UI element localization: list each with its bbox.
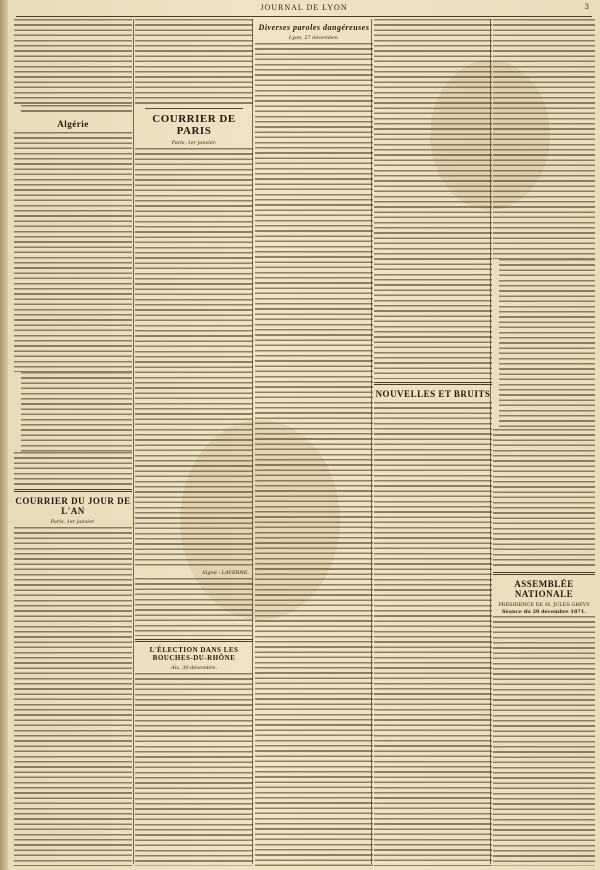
section-separator [135,639,253,642]
byline: Signé : LAVERNE. [202,570,249,576]
section-separator [145,108,243,109]
dateline: Paris, 1er janvier. [50,519,96,525]
article-text [374,19,492,379]
article-text [14,19,132,105]
article-text [14,132,132,372]
column-rule [133,19,134,864]
section-title-jour-de-lan: COURRIER DU JOUR DE L'AN [15,496,131,516]
section-separator [493,572,595,575]
dateline: Aix, 30 décembre. [171,665,217,671]
column-4 [374,19,492,866]
presidency-line: PRÉSIDENCE DE M. JULES GRÉVY [498,602,590,608]
section-title-election: L'ÉLECTION DANS LES BOUCHES-DU-RHÔNE [149,646,239,662]
column-1 [14,19,132,866]
article-text [374,402,492,866]
section-title-algerie: Algérie [57,119,89,129]
section-title-diverses: Diverses paroles dangéreuses [258,23,370,32]
column-3 [255,19,373,866]
article-text [14,452,132,486]
article-text [14,527,132,866]
running-title: JOURNAL DE LYON [260,3,348,12]
section-separator [374,382,492,385]
section-separator [14,489,132,492]
article-text [135,578,253,636]
page-number: 3 [584,3,590,11]
article-text [21,105,132,115]
section-title-nouvelles: NOUVELLES ET BRUITS [375,389,491,399]
article-text [135,19,253,105]
session-date: Séance du 29 décembre 1871. [501,609,587,615]
article-text [255,43,373,866]
article-text [493,616,595,866]
section-title-assemblee: ASSEMBLÉE NATIONALE [514,579,574,599]
header-rule [16,16,592,17]
article-text [135,148,253,568]
section-title-courrier-de-paris: COURRIER DE PARIS [152,113,236,137]
column-2 [135,19,253,866]
article-text [135,673,253,866]
article-text [493,429,595,569]
dateline: Lyon, 27 décembre. [288,35,340,41]
article-text [493,19,595,259]
article-text [499,259,595,429]
running-head [16,3,592,15]
article-text [21,372,132,452]
column-5 [493,19,595,866]
dateline: Paris, 1er janvier. [171,140,217,146]
